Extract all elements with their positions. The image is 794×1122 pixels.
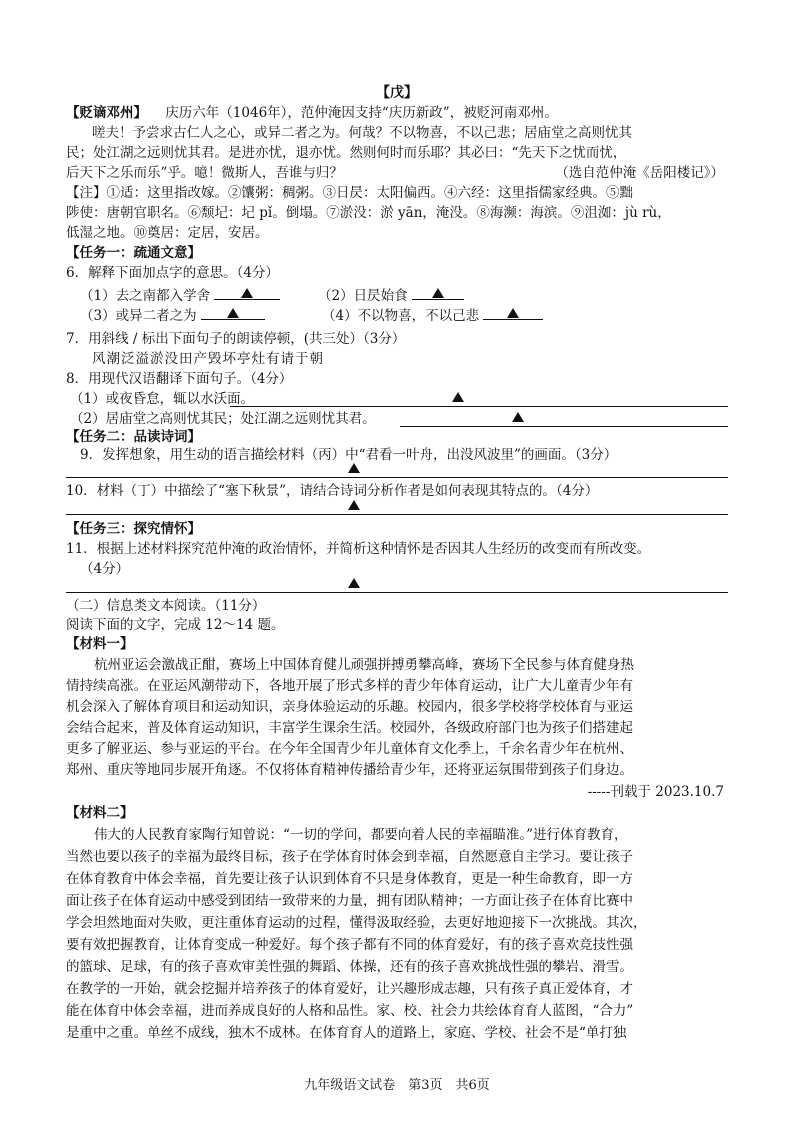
answer-triangle-icon [348, 578, 360, 588]
q6-item-4-text: （4）不以物喜，不以己悲 [322, 308, 480, 324]
q10-answer-line[interactable] [66, 514, 728, 515]
answer-triangle-icon [227, 308, 239, 318]
passage-line-2: 民；处江湖之远则忧其君。是进亦忧，退亦忧。然则何时而乐耶？其必曰：“先天下之忧而忧， [66, 145, 627, 161]
q11-score: （4分） [80, 561, 130, 577]
page-footer: 九年级语文试卷 第3页 共6页 [304, 1078, 490, 1093]
passage-source: （选自范仲淹《岳阳楼记》） [555, 165, 724, 181]
q6-item-3 [80, 304, 265, 326]
answer-triangle-icon [241, 288, 253, 298]
q7-sentence: 风潮泛溢淤没田产毁坏亭灶有请于朝 [92, 351, 324, 367]
q9-text: 9．发挥想象，用生动的语言描绘材料（丙）中“君看一叶舟，出没风波里”的画面。（3分） [80, 447, 618, 463]
material2-line-3: 在体育教育中体会幸福，首先要让孩子认识到体育不只是身体教育，更是一种生命教育，即一方 [66, 871, 633, 887]
material2-line-6: 要有效把握教育，让体育变成一种爱好。每个孩子都有不同的体育爱好，有的孩子喜欢竞技性强 [66, 937, 633, 953]
q6-item-1 [80, 284, 280, 306]
answer-triangle-icon [512, 412, 524, 422]
q6-answer-1[interactable] [214, 284, 280, 300]
task1-title: 【任务一：疏通文意】 [66, 245, 201, 261]
answer-triangle-icon [348, 500, 360, 510]
passage-line-3: 后天下之乐而乐”乎。噫！微斯人，吾谁与归？ [66, 165, 343, 181]
q6-answer-3[interactable] [201, 304, 265, 320]
q6-answer-4[interactable] [483, 304, 543, 320]
material2-line-9: 能在体育中体会幸福，进而养成良好的人格和品性。家、校、社会力共绘体育育人蓝图，“合力” [66, 1003, 634, 1019]
material2-title: 【材料二】 [66, 805, 134, 821]
material1-line-2: 情持续高涨。在亚运风潮带动下，各地开展了形式多样的青少年体育运动，让广大儿童青少年有 [66, 678, 633, 694]
answer-triangle-icon [452, 392, 464, 402]
answer-triangle-icon [507, 308, 519, 318]
notes-line-2: 陟使：唐朝官职名。⑥颓圮：圮 pǐ。倒塌。⑦淤没：淤 yān，淹没。⑧海濒：海滨。⑨沮洳：jù rù， [66, 205, 671, 221]
answer-triangle-icon [432, 288, 444, 298]
q6-item-1-text: （1）去之南都入学舍 [80, 288, 211, 304]
q6-item-2 [318, 284, 464, 306]
q11-answer-line[interactable] [66, 592, 728, 593]
notes-line-3: 低湿之地。⑩奠居：定居，安居。 [66, 225, 269, 241]
part2-instruction: 阅读下面的文字，完成 12～14 题。 [66, 617, 285, 633]
q10-text: 10．材料（丁）中描绘了“塞下秋景”，请结合诗词分析作者是如何表现其特点的。（4分） [66, 483, 599, 499]
heading-line [66, 104, 558, 123]
task2-title: 【任务二：品读诗词】 [66, 429, 201, 445]
material1-line-5: 更多了解亚运、参与亚运的平台。在今年全国青少年儿童体育文化季上，千余名青少年在杭州、 [66, 741, 633, 757]
part2-title: （二）信息类文本阅读。（11分） [66, 598, 266, 614]
material1-line-4: 会结合起来，普及体育运动知识，丰富学生课余生活。校园外，各级政府部门也为孩子们搭建起 [66, 720, 633, 736]
material2-line-8: 在教学的一开始，就会挖掘并培养孩子的体育爱好，让兴趣形成志趣，只有孩子真正爱体育，才 [66, 981, 633, 997]
q9-answer-line[interactable] [66, 477, 728, 478]
q8-answer-1-line[interactable] [230, 406, 728, 407]
material2-line-4: 面让孩子在体育运动中感受到团结一致带来的力量，拥有团队精神；一方面让孩子在体育比赛中 [66, 893, 633, 909]
material2-line-1: 伟大的人民教育家陶行知曾说：“一切的学问，都要向着人民的幸福瞄准。”进行体育教育， [94, 827, 628, 843]
material1-line-6: 郑州、重庆等地同步展开角逐。不仅将体育精神传播给青少年，还将亚运氛围带到孩子们身边。 [66, 762, 633, 778]
notes-line-1: 【注】①适：这里指改嫁。②馕粥：稠粥。③日昃：太阳偏西。④六经：这里指儒家经典。⑤黜 [66, 185, 633, 201]
material2-line-7: 的篮球、足球，有的孩子喜欢审美性强的舞蹈、体操，还有的孩子喜欢挑战性强的攀岩、滑雪。 [66, 959, 633, 975]
q8-item-2: （2）居庙堂之高则忧其民；处江湖之远则忧其君。 [70, 411, 376, 427]
material1-line-1: 杭州亚运会激战正酣，赛场上中国体育健儿顽强拼搏勇攀高峰，赛场下全民参与体育健身热 [94, 657, 634, 673]
q6-answer-2[interactable] [412, 284, 464, 300]
q7-stem: 7．用斜线 / 标出下面句子的朗读停顿，(共三处）（3分） [66, 331, 406, 347]
q11-stem: 11．根据上述材料探究范仲淹的政治情怀，并简析这种情怀是否因其人生经历的改变而有所改变。 [66, 541, 651, 557]
q8-answer-2-line[interactable] [400, 426, 728, 427]
passage-line-1: 嗟夫！予尝求古仁人之心，或异二者之为。何哉？不以物喜，不以己悲；居庙堂之高则忧其 [92, 125, 632, 141]
q8-stem: 8．用现代汉语翻译下面句子。（4分） [66, 371, 293, 387]
q8-item-1: （1）或夜昏怠，辄以水沃面。 [70, 391, 255, 407]
material2-line-2: 当然也要以孩子的幸福为最终目标，孩子在学体育时体会到幸福，自然愿意自主学习。要让孩子 [66, 849, 633, 865]
q6-item-3-text: （3）或异二者之为 [80, 308, 197, 324]
task3-title: 【任务三：探究情怀】 [66, 521, 201, 537]
material1-title: 【材料一】 [66, 636, 134, 652]
q6-item-2-text: （2）日昃始食 [318, 288, 408, 304]
material1-line-3: 机会深入了解体育项目和运动知识，亲身体验运动的乐趣。校园内，很多学校将学校体育与亚运 [66, 699, 633, 715]
heading-tag: 【贬谪邓州】 [66, 105, 147, 121]
section-title: 【戊】 [376, 85, 418, 101]
heading-text: 庆历六年（1046年），范仲淹因支持“庆历新政”，被贬河南邓州。 [165, 105, 558, 121]
material1-source: -----刊载于 2023.10.7 [587, 784, 724, 800]
q6-stem: 6．解释下面加点字的意思。（4分） [66, 265, 279, 281]
answer-triangle-icon [348, 463, 360, 473]
q6-item-4 [322, 304, 543, 326]
material2-line-10: 是重中之重。单丝不成线，独木不成林。在体育育人的道路上，家庭、学校、社会不是“单打独 [66, 1025, 627, 1041]
material2-line-5: 学会坦然地面对失败，更注重体育运动的过程，懂得汲取经验，去更好地迎接下一次挑战。其次， [66, 915, 647, 931]
